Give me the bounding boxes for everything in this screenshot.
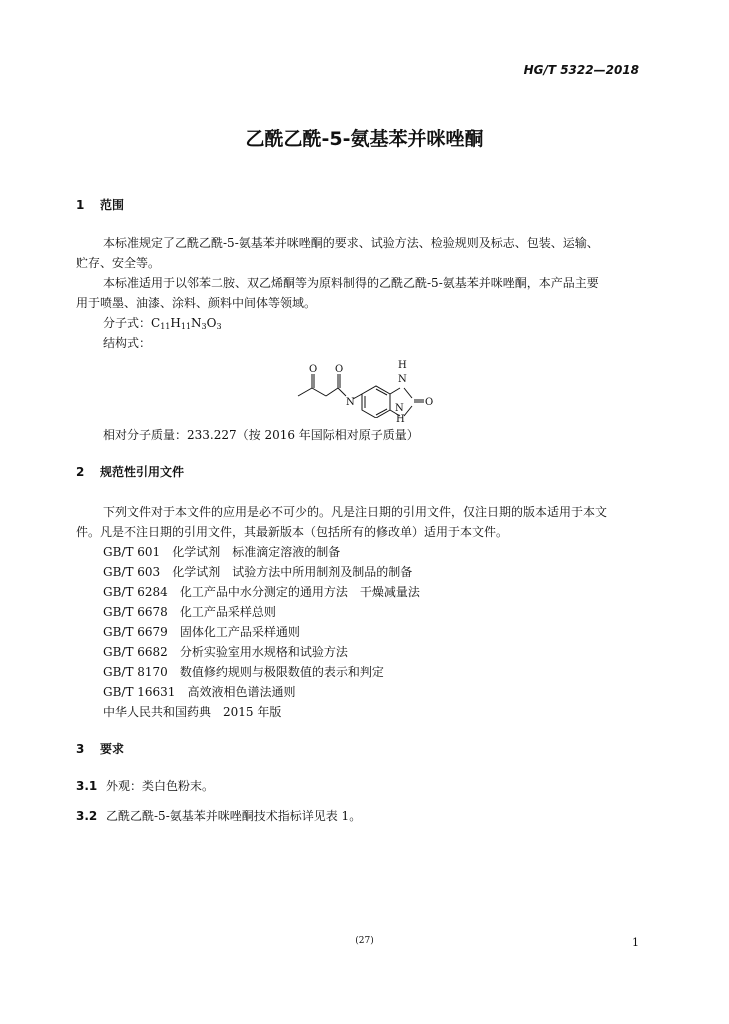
- formula-n-count: 3: [201, 322, 207, 331]
- reference-code: GB/T 6284: [103, 585, 168, 599]
- footer-book-page: (27): [355, 936, 374, 946]
- reference-title: 分析实验室用水规格和试验方法: [179, 645, 348, 659]
- molecular-formula-label: 分子式：: [103, 316, 152, 330]
- section-2-title: 规范性引用文件: [100, 465, 185, 479]
- reference-title: 化工产品采样总则: [179, 605, 276, 619]
- section-2-heading: [76, 463, 184, 480]
- reference-title: 数值修约规则与极限数值的表示和判定: [179, 665, 384, 679]
- reference-item: [103, 622, 300, 642]
- reference-title: 化学试剂 标准滴定溶液的制备: [172, 545, 341, 559]
- structure-atom-h-bottom: H: [396, 414, 405, 425]
- reference-title: 高效液相色谱法通则: [187, 685, 296, 699]
- formula-c: C: [151, 316, 161, 330]
- section-3-title: 要求: [100, 742, 125, 756]
- reference-title: 化学试剂 试验方法中所用制剂及制品的制备: [172, 565, 413, 579]
- structure-atom-n-bottom: N: [395, 403, 404, 414]
- requirement-3-2-number: 3.2: [76, 809, 98, 823]
- requirement-3-2: [76, 806, 361, 826]
- requirement-3-1: [76, 776, 214, 796]
- formula-o-count: 3: [216, 322, 222, 331]
- document-title: 乙酰乙酰-5-氨基苯并咪唑酮: [245, 128, 484, 150]
- formula-n: N: [191, 316, 202, 330]
- requirement-3-1-number: 3.1: [76, 779, 98, 793]
- molecular-weight: 相对分子质量：233.227（按 2016 年国际相对原子质量）: [103, 428, 419, 442]
- scope-paragraph-1-line-1: 本标准规定了乙酰乙酰-5-氨基苯并咪唑酮的要求、试验方法、检验规则及标志、包装、运输、: [103, 236, 599, 250]
- reference-code: GB/T 8170: [103, 665, 168, 679]
- scope-paragraph-2-line-1: 本标准适用于以邻苯二胺、双乙烯酮等为原料制得的乙酰乙酰-5-氨基苯并咪唑酮，本产品主要: [103, 276, 599, 290]
- section-1-number: 1: [76, 198, 85, 212]
- section-1-title: 范围: [100, 198, 125, 212]
- reference-code: GB/T 6682: [103, 645, 168, 659]
- requirement-3-1-text: 外观：类白色粉末。: [106, 779, 215, 793]
- reference-title: 固体化工产品采样通则: [179, 625, 300, 639]
- structure-atom-h-top: H: [398, 360, 407, 371]
- reference-code: GB/T 6678: [103, 605, 168, 619]
- standard-code: HG/T 5322—2018: [523, 63, 639, 77]
- section-3-number: 3: [76, 742, 85, 756]
- structure-atom-n-amide: N: [346, 397, 355, 408]
- structure-atom-o2: O: [425, 397, 434, 408]
- references-intro-line-1: 下列文件对于本文件的应用是必不可少的。凡是注日期的引用文件，仅注日期的版本适用于本文: [103, 505, 608, 519]
- structural-formula-image: [290, 352, 450, 418]
- references-intro-line-2: 件。凡是不注日期的引用文件，其最新版本（包括所有的修改单）适用于本文件。: [76, 525, 509, 539]
- requirement-3-2-text: 乙酰乙酰-5-氨基苯并咪唑酮技术指标详见表 1。: [106, 809, 362, 823]
- structure-atom-o1: O: [309, 364, 318, 375]
- reference-item: [103, 682, 295, 702]
- reference-code: GB/T 603: [103, 565, 161, 579]
- section-3-heading: [76, 740, 124, 757]
- reference-code: GB/T 6679: [103, 625, 168, 639]
- reference-code: GB/T 601: [103, 545, 161, 559]
- reference-item: [103, 662, 384, 682]
- formula-c-count: 11: [160, 322, 171, 331]
- structure-label: 结构式：: [103, 336, 152, 350]
- reference-item: [103, 642, 348, 662]
- formula-h: H: [170, 316, 181, 330]
- formula-h-count: 11: [180, 322, 192, 331]
- reference-item: [103, 582, 420, 602]
- reference-pharmacopoeia: 中华人民共和国药典 2015 年版: [103, 705, 282, 719]
- scope-paragraph-1-line-2: 贮存、安全等。: [76, 256, 161, 270]
- section-1-heading: [76, 196, 124, 213]
- formula-o: O: [206, 316, 217, 330]
- reference-item: [103, 542, 340, 562]
- structure-atom-n-top: N: [398, 374, 407, 385]
- section-2-number: 2: [76, 465, 85, 479]
- reference-item: [103, 562, 412, 582]
- reference-item: [103, 602, 276, 622]
- scope-paragraph-2-line-2: 用于喷墨、油漆、涂料、颜料中间体等领域。: [76, 296, 317, 310]
- structure-atom-o-amide: O: [335, 364, 344, 375]
- footer-page-number: 1: [632, 936, 639, 949]
- reference-title: 化工产品中水分测定的通用方法 干燥减量法: [179, 585, 420, 599]
- reference-code: GB/T 16631: [103, 685, 176, 699]
